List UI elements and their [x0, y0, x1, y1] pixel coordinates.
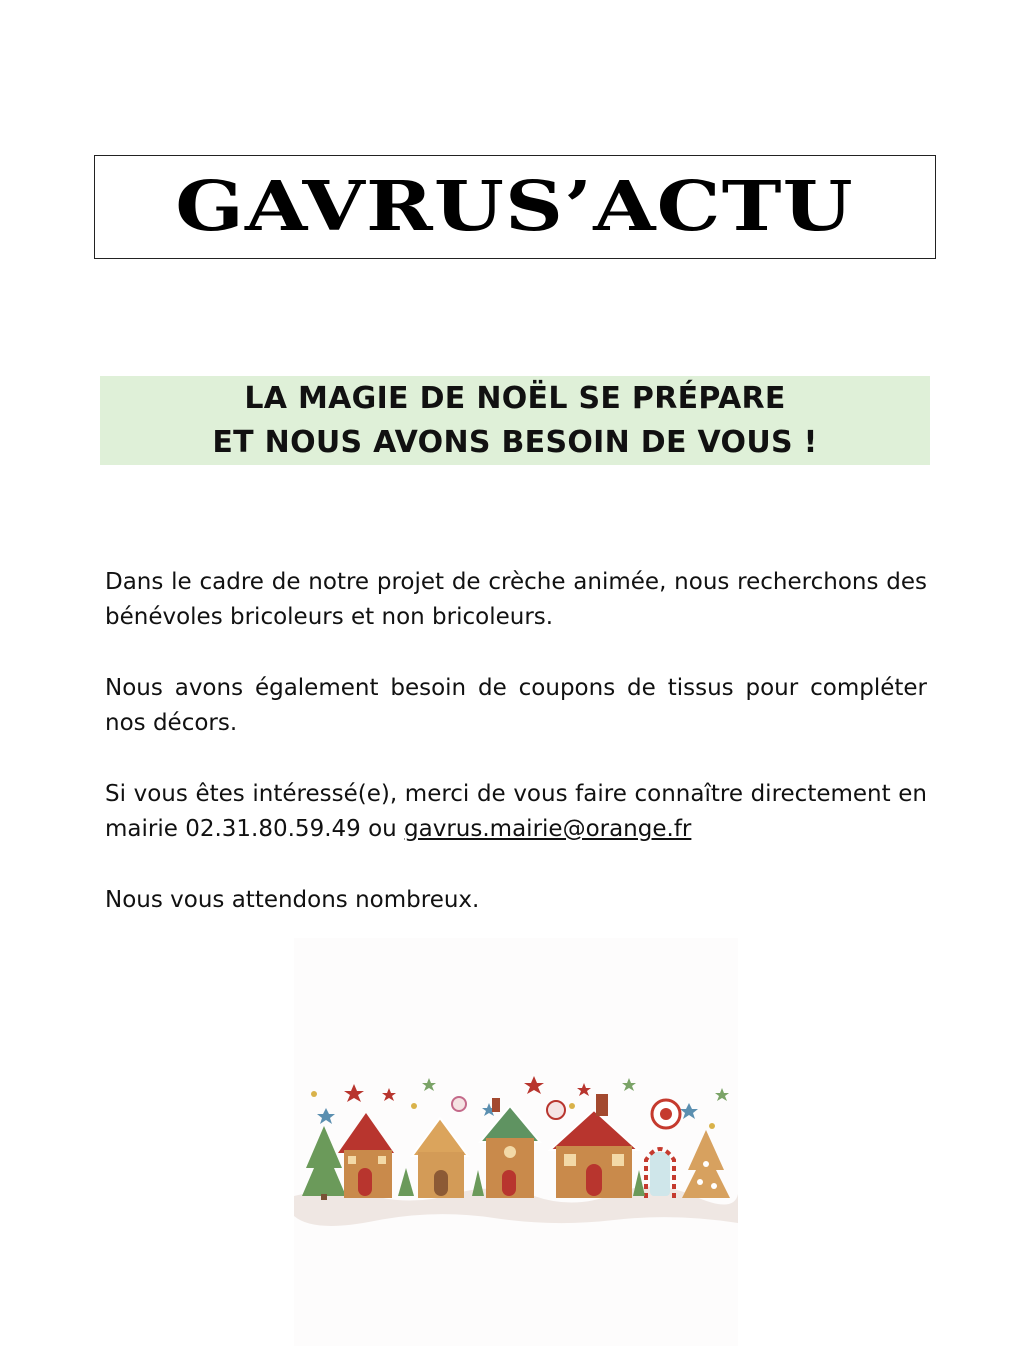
email-link[interactable]: gavrus.mairie@orange.fr: [404, 816, 692, 842]
paragraph-closing: Nous vous attendons nombreux.: [105, 887, 480, 913]
paragraph-fabric: Nous avons également besoin de coupons de tissus pour compléter nos décors.: [105, 675, 927, 736]
headline-banner: [100, 376, 930, 465]
paragraph-volunteers: Dans le cadre de notre projet de crèche animée, nous recherchons des bénévoles bricoleurs et non bricoleurs.: [105, 569, 927, 630]
gingerbread-village-illustration: [294, 938, 738, 1346]
contact-text: Si vous êtes intéressé(e), merci de vous faire connaître directement en mairie 02.31.80.59.49 ou: [105, 781, 927, 842]
article-body: [105, 565, 927, 918]
gingerbread-village-icon: [294, 938, 738, 1346]
headline-line-2: ET NOUS AVONS BESOIN DE VOUS !: [212, 424, 818, 460]
headline-line-1: LA MAGIE DE NOËL SE PRÉPARE: [244, 380, 786, 416]
masthead-title: GAVRUS’ACTU: [175, 167, 855, 247]
masthead-box: [94, 155, 936, 259]
paragraph-contact: [105, 777, 927, 847]
